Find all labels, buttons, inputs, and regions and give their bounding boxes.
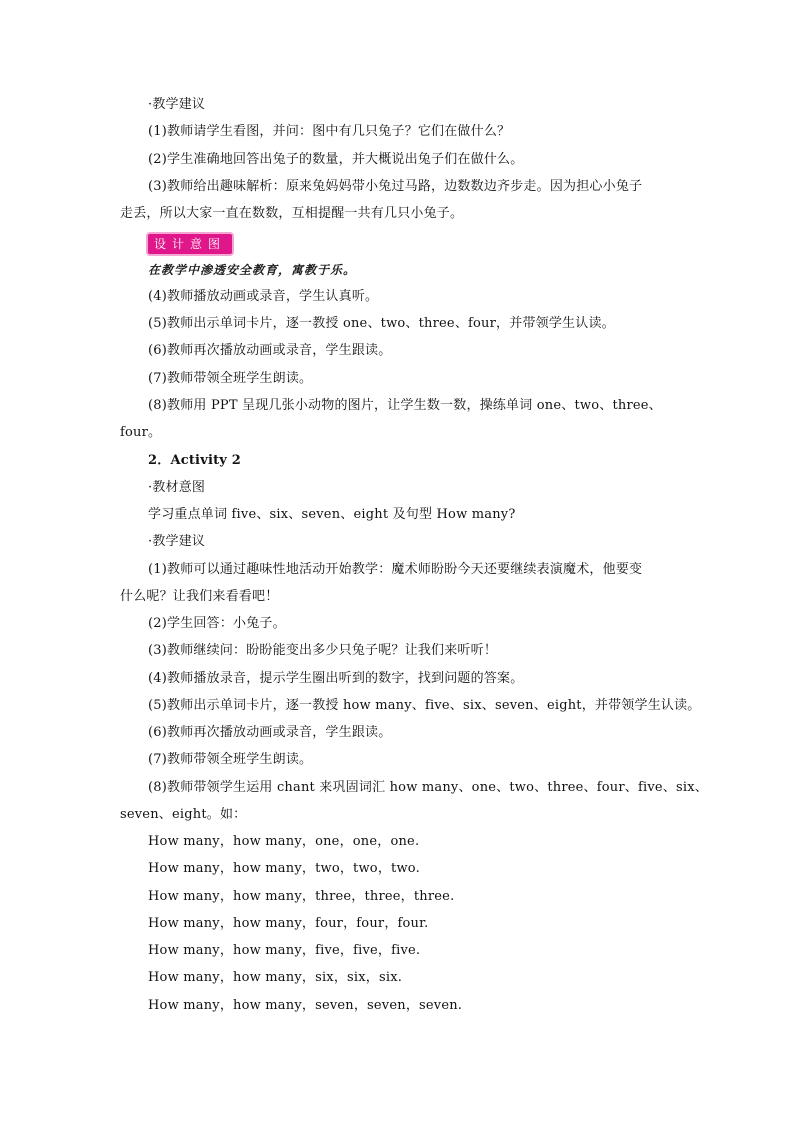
- advice-item-2: (2)学生准确地回答出兔子的数量，并大概说出兔子们在做什么。: [148, 152, 524, 167]
- design-intent-tag: 设计意图: [148, 234, 232, 254]
- advice-item-3-cont: 走丢，所以大家一直在数数，互相提醒一共有几只小兔子。: [120, 206, 464, 221]
- chant-line: How many，how many，four，four，four.: [148, 916, 429, 931]
- chant-line: How many，how many，one，one，one.: [148, 834, 420, 849]
- activity-2-item-8-cont: seven、eight。如：: [120, 807, 247, 822]
- advice-item-4: (4)教师播放动画或录音，学生认真听。: [148, 289, 379, 304]
- chant-line: How many，how many，six，six，six.: [148, 970, 403, 985]
- activity-2-item-2: (2)学生回答：小兔子。: [148, 616, 286, 631]
- chant-line: How many，how many，seven，seven，seven.: [148, 998, 463, 1013]
- material-intent-text: 学习重点单词 five、six、seven、eight 及句型 How many?: [148, 507, 516, 522]
- chant-line: How many，how many，two，two，two.: [148, 861, 420, 876]
- material-intent-heading: ·教材意图: [148, 480, 206, 495]
- activity-2-item-3: (3)教师继续问：盼盼能变出多少只兔子呢？让我们来听听！: [148, 643, 498, 658]
- advice-item-3: (3)教师给出趣味解析：原来兔妈妈带小兔过马路，边数数边齐步走。因为担心小兔子: [148, 179, 643, 194]
- teaching-advice-heading: ·教学建议: [148, 97, 206, 112]
- activity-2-heading: 2．Activity 2: [148, 453, 242, 468]
- chant-line: How many，how many，three，three，three.: [148, 889, 455, 904]
- activity-2-item-7: (7)教师带领全班学生朗读。: [148, 752, 313, 767]
- chant-line: How many，how many，five，five，five.: [148, 943, 421, 958]
- activity-2-item-1-cont: 什么呢？让我们来看看吧！: [120, 589, 279, 604]
- advice-item-1: (1)教师请学生看图，并问：图中有几只兔子？它们在做什么？: [148, 124, 511, 139]
- design-intent-text: 在教学中渗透安全教育，寓教于乐。: [148, 263, 357, 277]
- advice-item-7: (7)教师带领全班学生朗读。: [148, 371, 313, 386]
- advice-item-6: (6)教师再次播放动画或录音，学生跟读。: [148, 343, 392, 358]
- activity-2-item-1: (1)教师可以通过趣味性地活动开始教学：魔术师盼盼今天还要继续表演魔术，他要变: [148, 562, 643, 577]
- activity-2-item-6: (6)教师再次播放动画或录音，学生跟读。: [148, 725, 392, 740]
- advice-item-8: (8)教师用 PPT 呈现几张小动物的图片，让学生数一数，操练单词 one、two、three、: [148, 398, 662, 413]
- activity-2-item-8: (8)教师带领学生运用 chant 来巩固词汇 how many、one、two、three、four、five、six、: [148, 780, 708, 795]
- activity-2-item-5: (5)教师出示单词卡片，逐一教授 how many、five、six、seven、eight，并带领学生认读。: [148, 698, 701, 713]
- activity-2-item-4: (4)教师播放录音，提示学生圈出听到的数字，找到问题的答案。: [148, 671, 524, 686]
- activity-2-advice-heading: ·教学建议: [148, 534, 206, 549]
- advice-item-8-cont: four。: [120, 425, 162, 440]
- advice-item-5: (5)教师出示单词卡片，逐一教授 one、two、three、four，并带领学生认读。: [148, 316, 615, 331]
